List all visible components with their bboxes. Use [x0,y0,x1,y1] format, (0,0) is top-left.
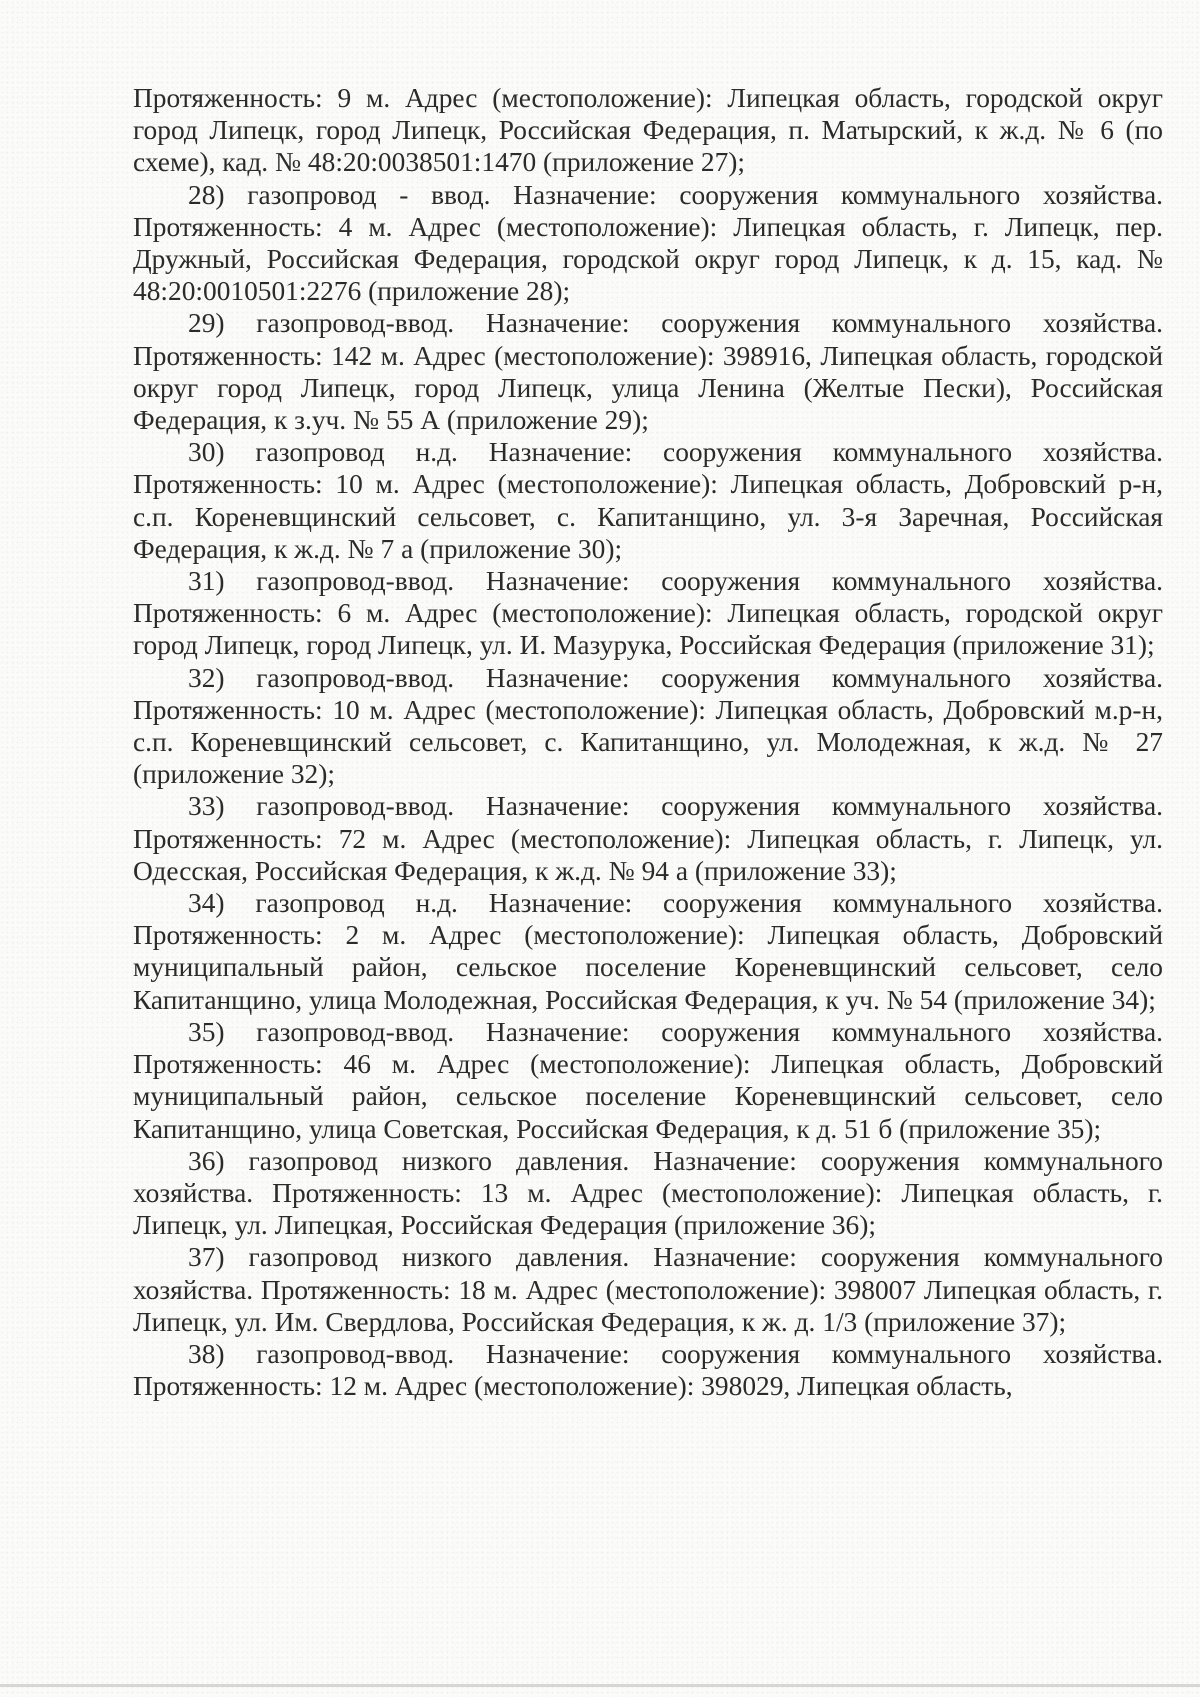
paragraph-item-38: 38) газопровод-ввод. Назначение: сооружения коммунального хозяйства. Протяженность: 12 м. Адрес (местоположение): 398029, Липецкая область, [133,1338,1163,1402]
paragraph-item-33: 33) газопровод-ввод. Назначение: сооружения коммунального хозяйства. Протяженность: 72 м. Адрес (местоположение): Липецкая область, г. Липецк, ул. Одесская, Российская Федерация, к ж.д. № 94 а (приложение 33); [133,791,1163,886]
paragraph-item-31: 31) газопровод-ввод. Назначение: сооружения коммунального хозяйства. Протяженность: 6 м. Адрес (местоположение): Липецкая область, городской округ город Липецк, город Липецк, ул. И. Мазурука, Российская Федерация (приложение 31); [133,566,1163,661]
paragraph-item-36: 36) газопровод низкого давления. Назначение: сооружения коммунального хозяйства. Протяженность: 13 м. Адрес (местоположение): Липецкая область, г. Липецк, ул. Липецкая, Российская Федерация (приложение 36); [133,1145,1163,1241]
paragraph-item-28: 28) газопровод - ввод. Назначение: сооружения коммунального хозяйства. Протяженность: 4 м. Адрес (местоположение): Липецкая область, г. Липецк, пер. Дружный, Российская Федерация, городской округ город Липецк, к д. 15, кад. № 48:20:0010501:2276 (приложение 28); [133,179,1163,307]
paragraph-item-37: 37) газопровод низкого давления. Назначение: сооружения коммунального хозяйства. Протяженность: 18 м. Адрес (местоположение): 398007 Липецкая область, г. Липецк, ул. Им. Свердлова, Российская Федерация, к ж. д. 1/3 (приложение 37); [133,1242,1163,1337]
paragraph-item-34: 34) газопровод н.д. Назначение: сооружения коммунального хозяйства. Протяженность: 2 м. Адрес (местоположение): Липецкая область, Добровский муниципальный район, сельское поселение Кореневщинский сельсовет, село Капитанщино, улица Молодежная, Российская Федерация, к уч. № 54 (приложение 34); [133,888,1163,1015]
paragraph-item-29: 29) газопровод-ввод. Назначение: сооружения коммунального хозяйства. Протяженность: 142 м. Адрес (местоположение): 398916, Липецкая область, городской округ город Липецк, город Липецк, улица Ленина (Желтые Пески), Российская Федерация, к з.уч. № 55 А (приложение 29); [133,308,1163,436]
paragraph-item-30: 30) газопровод н.д. Назначение: сооружения коммунального хозяйства. Протяженность: 10 м. Адрес (местоположение): Липецкая область, Добровский р-н, с.п. Кореневщинский сельсовет, с. Капитанщино, ул. 3-я Заречная, Российская Федерация, к ж.д. № 7 а (приложение 30); [133,437,1163,564]
paragraph-continued-item-27: Протяженность: 9 м. Адрес (местоположение): Липецкая область, городской округ город Липецк, город Липецк, Российская Федерация, п. Матырский, к ж.д. № 6 (по схеме), кад. № 48:20:0038501:1470 (приложение 27); [133,83,1163,178]
document-body [133,82,1163,1402]
paragraph-item-35: 35) газопровод-ввод. Назначение: сооружения коммунального хозяйства. Протяженность: 46 м. Адрес (местоположение): Липецкая область, Добровский муниципальный район, сельское поселение Кореневщинский сельсовет, село Капитанщино, улица Советская, Российская Федерация, к д. 51 б (приложение 35); [133,1016,1163,1144]
paragraph-item-32: 32) газопровод-ввод. Назначение: сооружения коммунального хозяйства. Протяженность: 10 м. Адрес (местоположение): Липецкая область, Добровский м.р-н, с.п. Кореневщинский сельсовет, с. Капитанщино, ул. Молодежная, к ж.д. № 27 (приложение 32); [133,662,1163,790]
scan-bottom-edge [0,1684,1200,1687]
